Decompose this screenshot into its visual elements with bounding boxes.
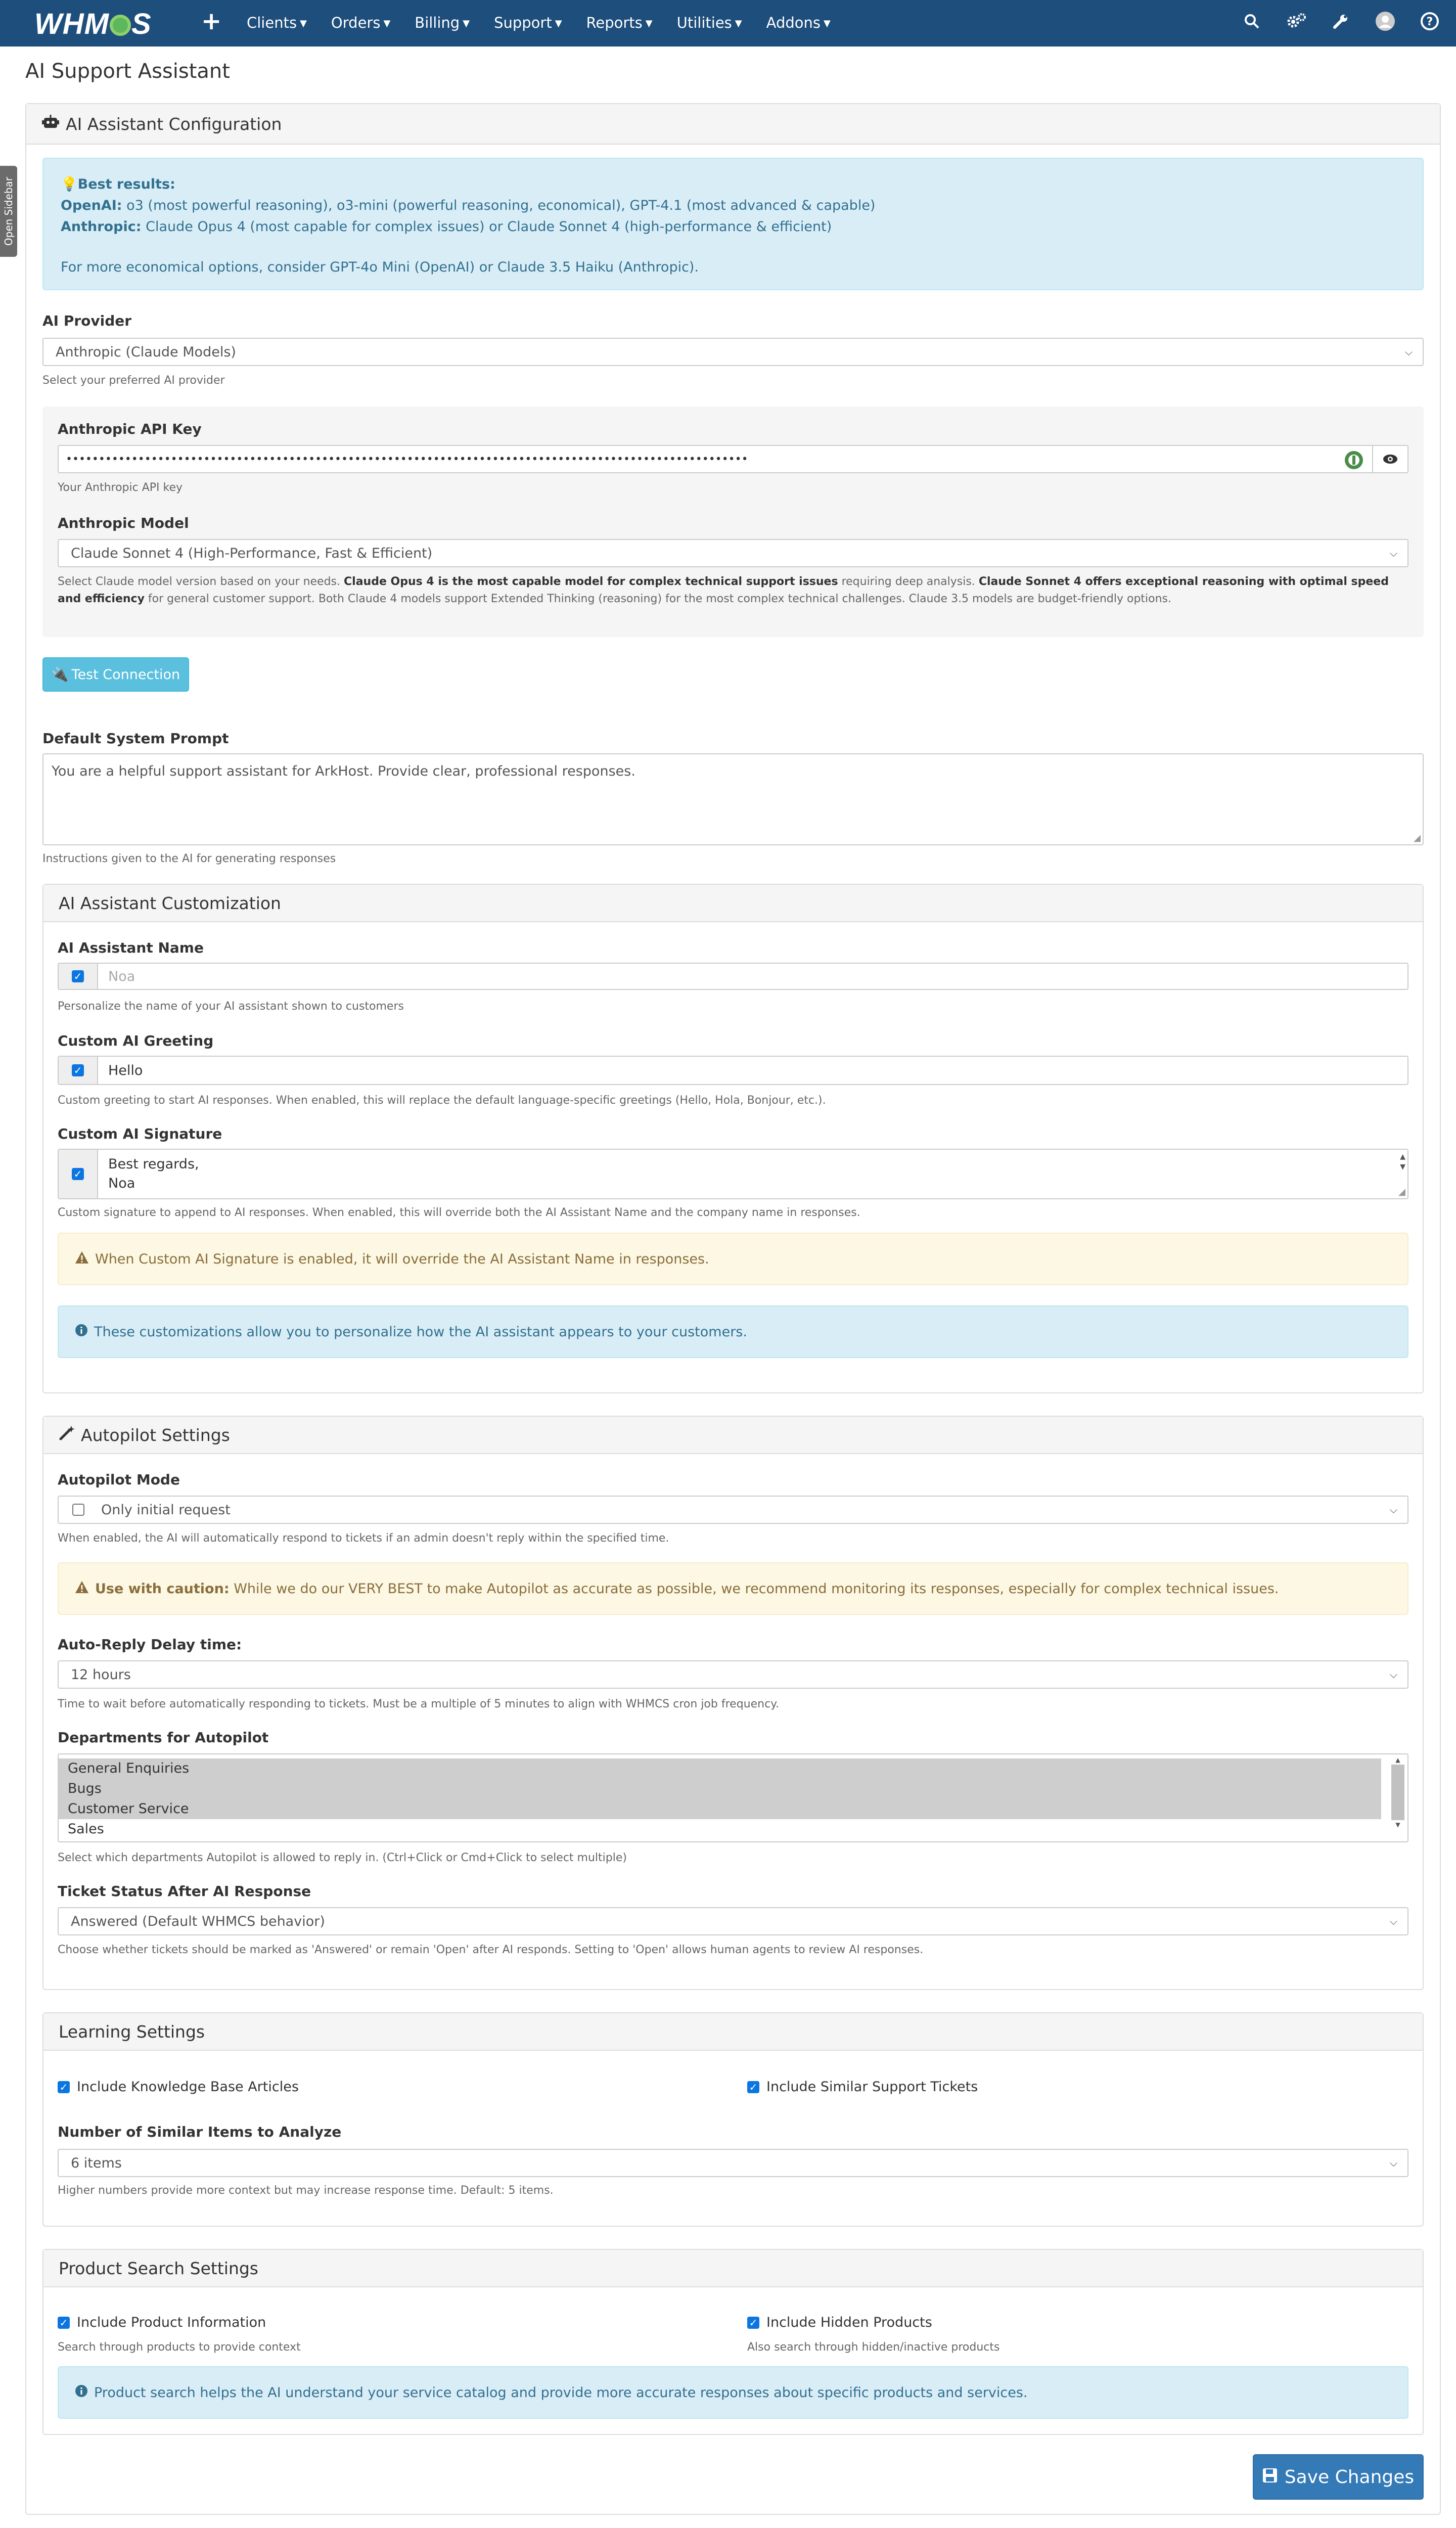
hidden-products-checkbox[interactable] [747,2315,932,2330]
menu-utilities[interactable] [677,14,742,31]
menu-label: Orders [331,14,381,31]
provider-select[interactable] [42,338,1424,366]
similar-tickets-label: Include Similar Support Tickets [766,2079,978,2095]
chevron-down-icon: ⌵ [1389,2157,1397,2169]
similar-count-help: Higher numbers provide more context but may increase response time. Default: 5 items. [58,2184,554,2197]
ticket-status-select[interactable] [58,1907,1408,1935]
caret-down-icon: ▼ [735,18,742,29]
hidden-products-label: Include Hidden Products [766,2315,932,2330]
customization-heading: AI Assistant Customization [59,893,281,913]
assistant-name-group [58,963,1408,990]
caret-down-icon: ▼ [463,18,470,29]
delay-label: Auto-Reply Delay time: [58,1636,242,1653]
autopilot-header [43,1417,1423,1454]
whmcs-logo[interactable]: WHM S [34,8,152,40]
cogs-icon[interactable] [1285,10,1307,32]
sidebar-tab-label: Open Sidebar [3,176,15,246]
product-search-heading: Product Search Settings [59,2258,259,2278]
similar-count-select[interactable] [58,2149,1408,2177]
delay-help: Time to wait before automatically responding to tickets. Must be a multiple of 5 minutes to align with WHMCS cron job frequency. [58,1698,780,1710]
assistant-name-input[interactable]: Noa [108,968,135,984]
hidden-products-help: Also search through hidden/inactive products [747,2341,1000,2354]
assistant-name-toggle[interactable] [59,964,98,989]
departments-label: Departments for Autopilot [58,1729,269,1746]
signature-help: Custom signature to append to AI responses. When enabled, this will override both the AI Assistant Name and the company name in responses. [58,1206,860,1219]
magic-wand-icon [59,1425,75,1445]
menu-clients[interactable] [247,14,307,31]
caret-down-icon: ▼ [645,18,653,29]
assistant-name-help: Personalize the name of your AI assistant shown to customers [58,1000,404,1013]
signature-label: Custom AI Signature [58,1125,222,1142]
product-search-note: Product search helps the AI understand your service catalog and provide more accurate responses about specific products and services. [94,2384,1028,2401]
nav-icon-group [1241,10,1441,32]
chevron-down-icon: ⌵ [1389,1915,1397,1927]
test-connection-button[interactable] [42,657,189,692]
menu-label: Addons [766,14,821,31]
product-search-info [58,2366,1408,2419]
assistant-name-label: AI Assistant Name [58,939,204,956]
chevron-down-icon: ⌵ [1389,547,1397,559]
menu-label: Billing [415,14,460,31]
resize-handle-icon[interactable]: ◢ [1398,1187,1405,1197]
autopilot-caution [58,1562,1408,1615]
svg-text:?: ? [1426,16,1433,28]
save-changes-button[interactable] [1253,2454,1424,2500]
model-select[interactable] [58,539,1408,567]
model-value: Claude Sonnet 4 (High-Performance, Fast & Efficient) [71,545,433,561]
api-key-value: •••••••••••••••••••••••••••••••••••••••••••••••••••••••••••••••••••••••••••••••••••••••••••••••••••••••• [66,453,748,466]
customization-info-text: These customizations allow you to personalize how the AI assistant appears to your customers. [94,1324,747,1340]
prompt-value: You are a helpful support assistant for ArkHost. Provide clear, professional responses. [52,763,635,779]
customization-header [43,885,1423,922]
textarea-scrollbar[interactable]: ▲ ▼ [1400,1153,1405,1171]
department-option[interactable]: Sales [68,1821,104,1837]
signature-warning-text: When Custom AI Signature is enabled, it will override the AI Assistant Name in responses. [95,1251,709,1267]
prompt-label: Default System Prompt [42,730,229,747]
top-navbar [0,0,1456,47]
robot-icon [41,114,60,134]
chevron-down-icon: ⌵ [1389,1504,1397,1516]
resize-handle-icon[interactable]: ◢ [1414,833,1421,843]
menu-billing[interactable] [415,14,470,31]
economical-note: For more economical options, consider GPT-4o Mini (OpenAI) or Claude 3.5 Haiku (Anthropic). [61,259,699,275]
config-heading: AI Assistant Configuration [66,114,282,134]
departments-listbox[interactable] [58,1753,1408,1842]
department-option[interactable]: Bugs [59,1779,1381,1799]
wrench-icon[interactable] [1330,10,1352,32]
menu-label: Clients [247,14,297,31]
signature-group [58,1149,1408,1199]
prompt-help: Instructions given to the AI for generating responses [42,852,336,865]
save-changes-label: Save Changes [1284,2466,1415,2488]
signature-textarea[interactable] [108,1150,199,1198]
autopilot-mode-label: Autopilot Mode [58,1471,180,1488]
product-info-label: Include Product Information [77,2315,266,2330]
signature-line: Best regards, [108,1156,199,1172]
main-menu [247,14,855,31]
openai-text: o3 (most powerful reasoning), o3-mini (powerful reasoning, economical), GPT-4.1 (most advanced & capable) [126,198,876,213]
menu-label: Reports [586,14,643,31]
signature-warning [58,1233,1408,1285]
model-help-text: for general customer support. Both Claude 4 models support Extended Thinking (reasoning) for the most complex technical challenges. Claude 3.5 models are budget-friendly options. [148,593,1172,605]
similar-count-value: 6 items [71,2155,122,2171]
model-help-text: Select Claude model version based on your needs. [58,575,341,588]
learning-heading: Learning Settings [59,2021,205,2042]
kb-articles-label: Include Knowledge Base Articles [77,2079,299,2095]
product-info-help: Search through products to provide context [58,2341,301,2354]
product-search-header [43,2250,1423,2287]
plug-icon: 🔌 [51,667,69,683]
best-results-title: Best results: [77,176,175,192]
autopilot-mode-value: Only initial request [101,1502,231,1518]
autopilot-heading: Autopilot Settings [81,1425,230,1445]
eye-icon [1383,454,1398,464]
model-help-text: requiring deep analysis. [841,575,975,588]
page-title: AI Support Assistant [25,60,230,83]
autopilot-enable-toggle[interactable] [59,1504,98,1516]
anthropic-text: Claude Opus 4 (most capable for complex issues) or Claude Sonnet 4 (high-performance & efficient) [146,219,832,235]
checkbox-empty-icon [72,1504,84,1516]
user-avatar-icon[interactable] [1374,10,1396,32]
model-label: Anthropic Model [58,515,189,531]
search-icon[interactable] [1241,10,1263,32]
departments-help: Select which departments Autopilot is allowed to reply in. (Ctrl+Click or Cmd+Click to select multiple) [58,1852,627,1864]
provider-label: AI Provider [42,312,132,329]
anthropic-label: Anthropic: [61,219,142,235]
customization-info [58,1305,1408,1358]
caret-down-icon: ▼ [824,18,831,29]
menu-addons[interactable] [766,14,831,31]
autopilot-mode-select[interactable] [58,1496,1408,1524]
checkbox-checked-icon: ✓ [72,1064,84,1076]
model-help-bold: Claude Opus 4 is the most capable model for complex technical support issues [344,575,838,588]
help-icon[interactable] [1419,10,1441,32]
learning-header [43,2013,1423,2051]
info-circle-icon [75,1324,88,1340]
test-connection-label: Test Connection [71,666,180,683]
ticket-status-value: Answered (Default WHMCS behavior) [71,1913,325,1929]
lightbulb-icon: 💡 [61,176,78,192]
department-option[interactable]: General Enquiries [59,1758,1381,1779]
caution-label: Use with caution: [95,1581,230,1597]
prompt-textarea[interactable] [42,753,1424,845]
listbox-scrollbar[interactable]: ▲ ▼ [1390,1756,1405,1839]
gear-logo-icon [110,15,131,36]
api-key-label: Anthropic API Key [58,421,202,437]
warning-icon [75,1581,89,1597]
product-info-checkbox[interactable] [58,2315,266,2330]
provider-value: Anthropic (Claude Models) [56,344,236,360]
add-new-button[interactable]: + [201,7,222,35]
kb-articles-checkbox[interactable] [58,2079,299,2095]
ticket-status-help: Choose whether tickets should be marked as 'Answered' or remain 'Open' after AI responds. Setting to 'Open' allows human agents to review AI responses. [58,1944,924,1956]
delay-select[interactable] [58,1660,1408,1689]
delay-value: 12 hours [71,1666,131,1683]
autopilot-mode-help: When enabled, the AI will automatically respond to tickets if an admin doesn't reply within the specified time. [58,1532,669,1545]
floppy-disk-icon [1262,2467,1278,2488]
info-circle-icon [75,2384,88,2401]
greeting-toggle[interactable] [59,1057,98,1084]
checkbox-checked-icon: ✓ [747,2081,759,2093]
api-key-input[interactable] [58,445,1408,473]
password-manager-icon[interactable] [1344,450,1364,473]
toggle-visibility-button[interactable] [1372,446,1407,472]
similar-tickets-checkbox[interactable] [747,2079,978,2095]
department-option[interactable]: Customer Service [59,1799,1381,1819]
open-sidebar-tab[interactable] [0,166,17,257]
similar-count-label: Number of Similar Items to Analyze [58,2124,342,2140]
openai-label: OpenAI: [61,198,122,213]
caret-down-icon: ▼ [300,18,307,29]
greeting-label: Custom AI Greeting [58,1032,214,1049]
config-panel-header [26,104,1440,145]
caution-text: While we do our VERY BEST to make Autopilot as accurate as possible, we recommend monitoring its responses, especially for complex technical issues. [234,1581,1279,1597]
model-help-bold: Claude Sonnet 4 offers exceptional reasoning with optimal speed and efficiency [58,575,1389,605]
caret-down-icon: ▼ [383,18,391,29]
checkbox-checked-icon: ✓ [72,1168,84,1180]
checkbox-checked-icon: ✓ [747,2317,759,2329]
chevron-down-icon: ⌵ [1389,1668,1397,1681]
menu-support[interactable] [494,14,562,31]
greeting-input[interactable]: Hello [108,1062,143,1078]
menu-label: Utilities [676,14,732,31]
warning-icon [75,1251,89,1268]
menu-reports[interactable] [586,14,653,31]
chevron-down-icon: ⌵ [1404,346,1413,358]
api-key-help: Your Anthropic API key [58,481,183,494]
checkbox-checked-icon: ✓ [58,2081,70,2093]
menu-label: Support [494,14,552,31]
signature-line: Noa [108,1176,135,1191]
checkbox-checked-icon: ✓ [72,970,84,982]
greeting-help: Custom greeting to start AI responses. When enabled, this will replace the default language-specific greetings (Hello, Hola, Bonjour, etc.). [58,1094,826,1107]
provider-help: Select your preferred AI provider [42,374,225,387]
greeting-group [58,1056,1408,1085]
best-results-info [42,158,1424,290]
caret-down-icon: ▼ [555,18,562,29]
checkbox-checked-icon: ✓ [58,2317,70,2329]
signature-toggle[interactable] [59,1150,98,1198]
model-help [58,573,1413,608]
ticket-status-label: Ticket Status After AI Response [58,1883,311,1900]
menu-orders[interactable] [331,14,390,31]
